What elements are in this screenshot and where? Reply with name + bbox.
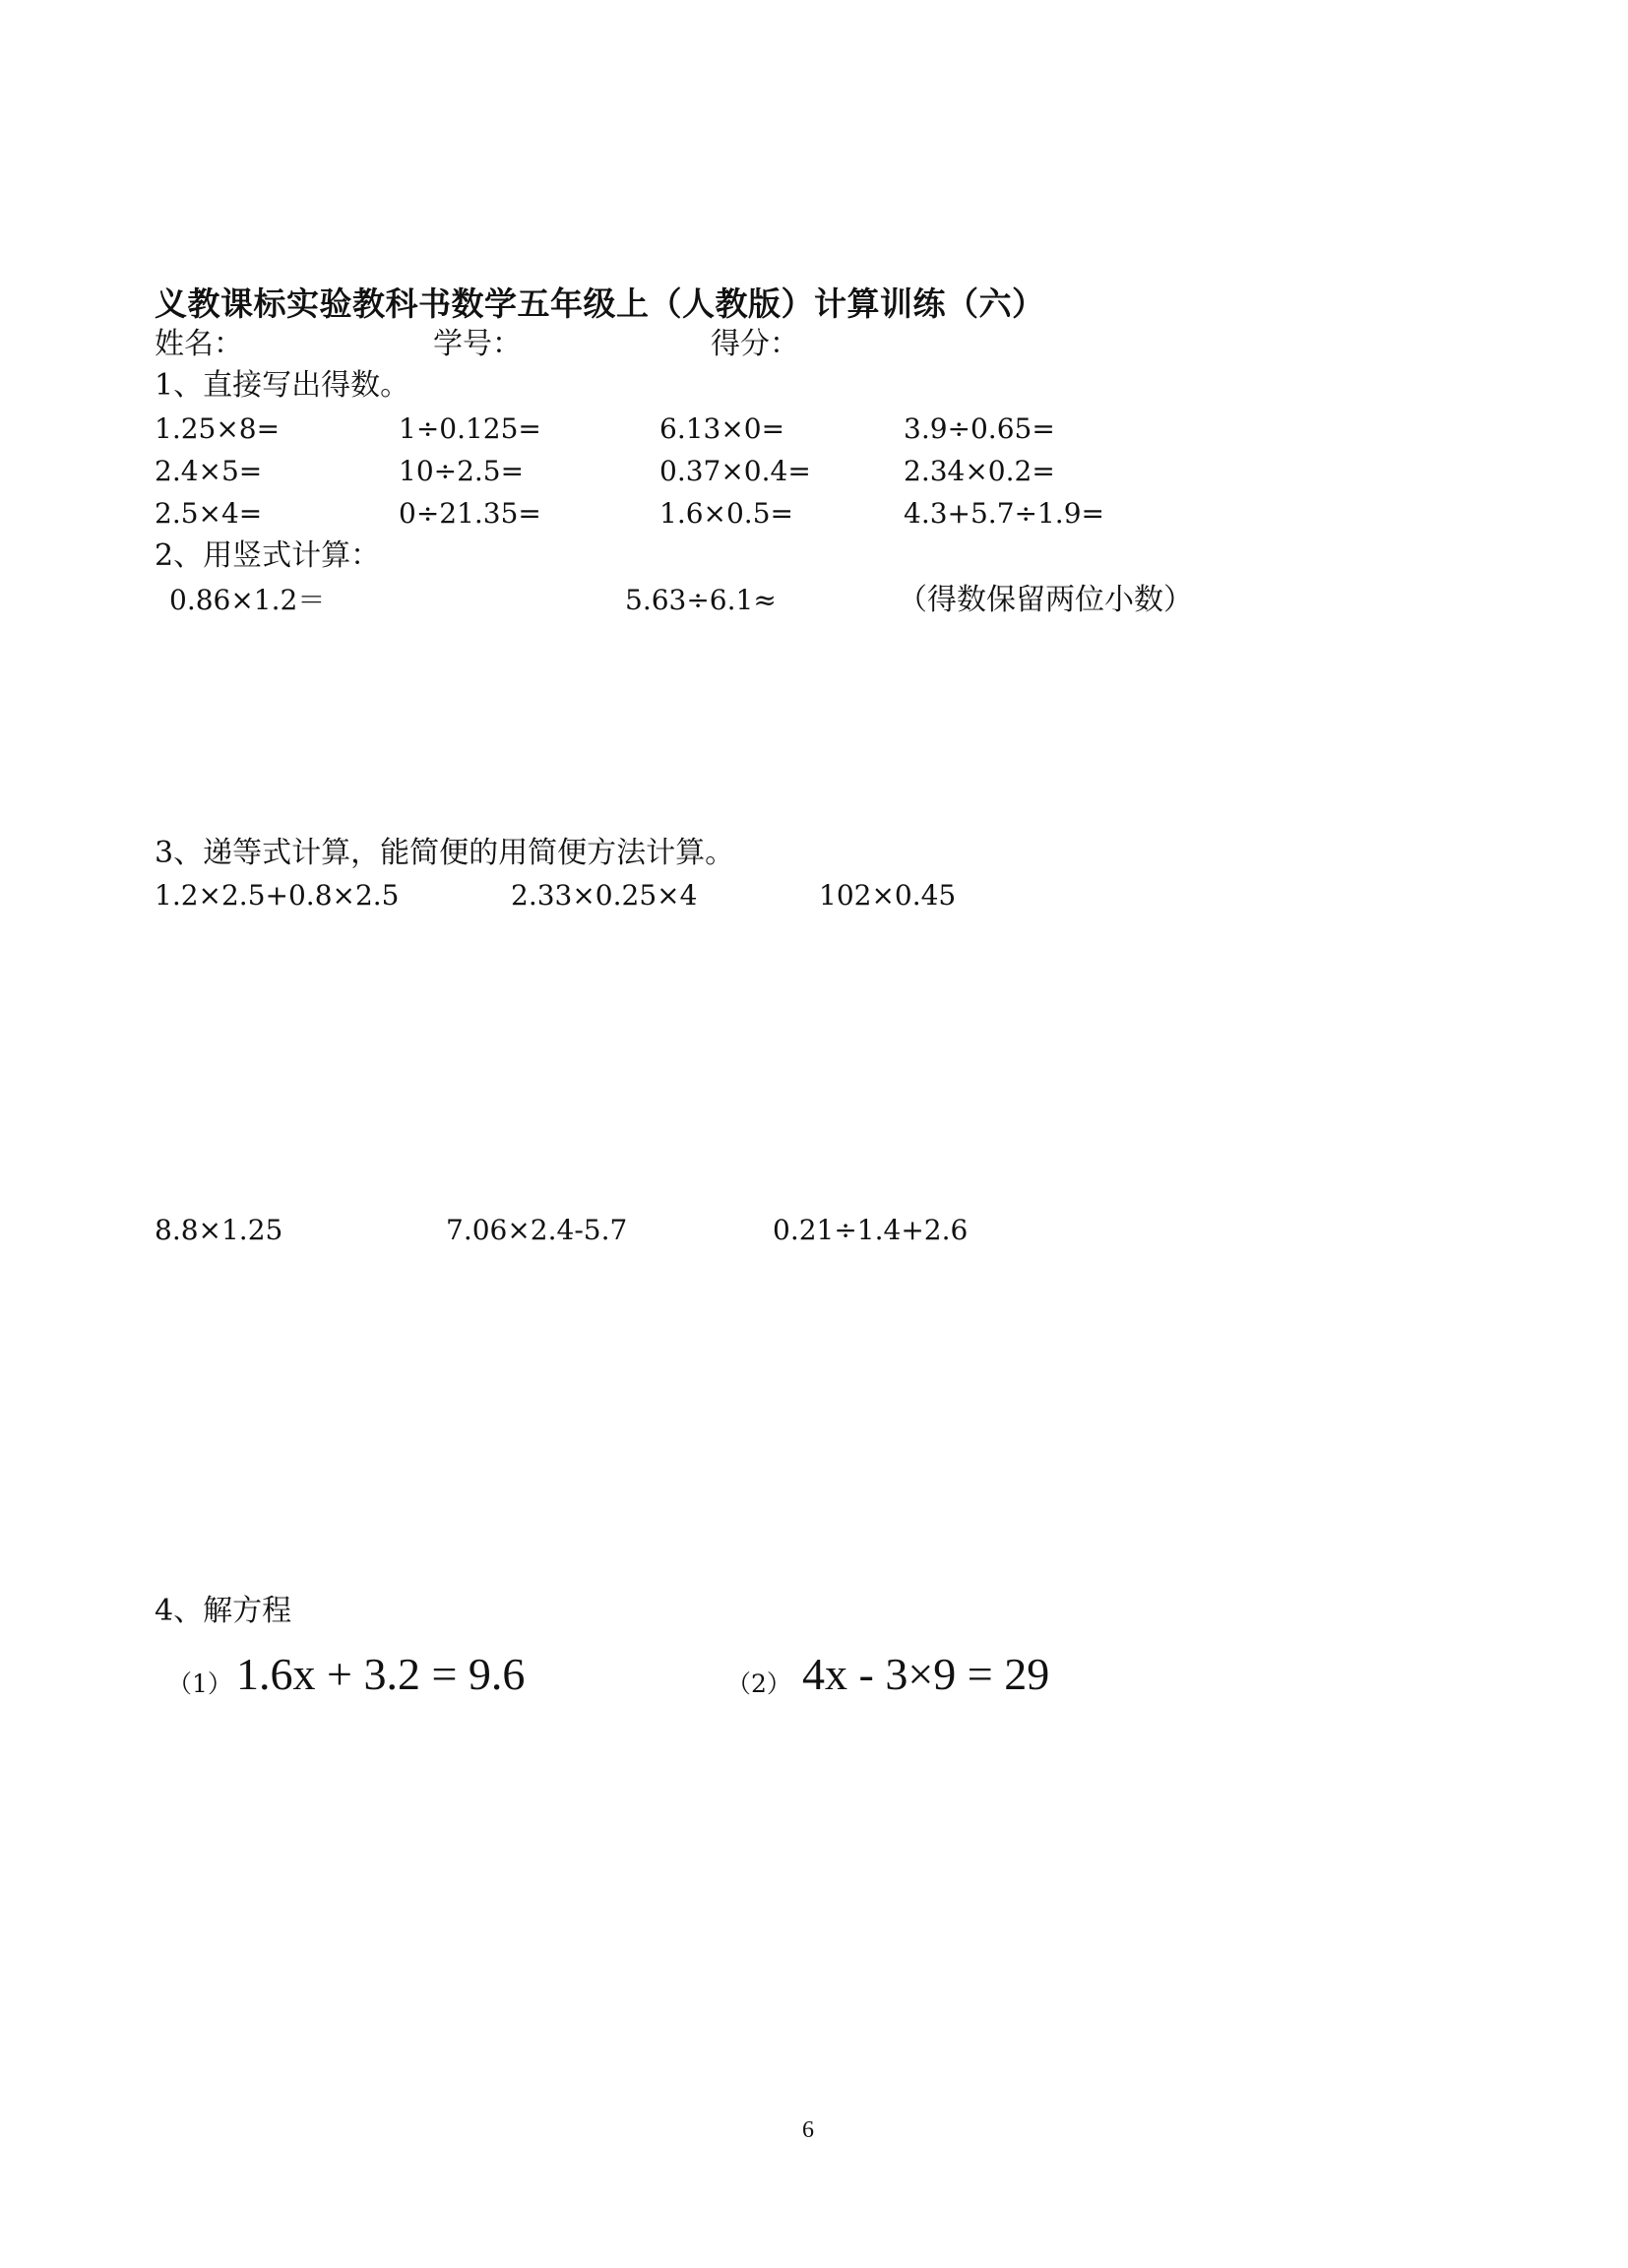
- problem-1-12: 4.3+5.7÷1.9=: [904, 497, 1104, 530]
- problem-1-6: 10÷2.5=: [399, 455, 525, 487]
- stepwise-calc-1: 1.2×2.5+0.8×2.5: [155, 879, 400, 912]
- vertical-calc-2: 5.63÷6.1≈: [625, 584, 777, 616]
- problem-1-4: 3.9÷0.65=: [904, 412, 1055, 445]
- equation-1-label: （1）: [167, 1670, 232, 1698]
- stepwise-calc-6: 0.21÷1.4+2.6: [773, 1214, 969, 1246]
- problem-1-7: 0.37×0.4=: [659, 455, 811, 487]
- problem-1-10: 0÷21.35=: [399, 497, 541, 530]
- equation-1: 1.6x + 3.2 = 9.6: [236, 1649, 526, 1699]
- section-4-heading: 4、解方程: [155, 1594, 292, 1628]
- problem-1-1: 1.25×8=: [155, 412, 281, 445]
- vertical-calc-1: 0.86×1.2＝: [169, 584, 326, 616]
- stepwise-calc-2: 2.33×0.25×4: [511, 879, 698, 912]
- rounding-note: （得数保留两位小数）: [898, 583, 1193, 617]
- problem-1-9: 2.5×4=: [155, 497, 263, 530]
- stepwise-work-area-1[interactable]: [155, 925, 1237, 1211]
- stepwise-calc-5: 7.06×2.4-5.7: [446, 1214, 628, 1246]
- section-1-heading: 1、直接写出得数。: [155, 368, 410, 403]
- stepwise-work-area-2[interactable]: [155, 1260, 1237, 1575]
- name-input[interactable]: [246, 327, 417, 362]
- problem-1-3: 6.13×0=: [659, 412, 785, 445]
- stepwise-calc-3: 102×0.45: [819, 879, 957, 912]
- student-number-input[interactable]: [527, 327, 698, 362]
- problem-1-8: 2.34×0.2=: [904, 455, 1055, 487]
- problem-1-5: 2.4×5=: [155, 455, 263, 487]
- equation-2-label: （2）: [726, 1670, 791, 1698]
- score-input[interactable]: [802, 327, 964, 362]
- vertical-calc-work-area[interactable]: [155, 630, 1237, 827]
- student-number-label: 学号：: [433, 327, 522, 361]
- section-3-heading: 3、递等式计算，能简便的用简便方法计算。: [155, 836, 735, 870]
- section-2-heading: 2、用竖式计算：: [155, 538, 381, 573]
- page-number: 6: [802, 2117, 814, 2143]
- score-label: 得分：: [711, 327, 799, 361]
- name-label: 姓名：: [155, 327, 243, 361]
- problem-1-2: 1÷0.125=: [399, 412, 541, 445]
- equation-2: 4x - 3×9 = 29: [802, 1649, 1050, 1699]
- stepwise-calc-4: 8.8×1.25: [155, 1214, 283, 1246]
- equation-work-area[interactable]: [155, 1718, 1237, 2092]
- problem-1-11: 1.6×0.5=: [659, 497, 793, 530]
- page-title: 义教课标实验教科书数学五年级上（人教版）计算训练（六）: [155, 284, 1045, 323]
